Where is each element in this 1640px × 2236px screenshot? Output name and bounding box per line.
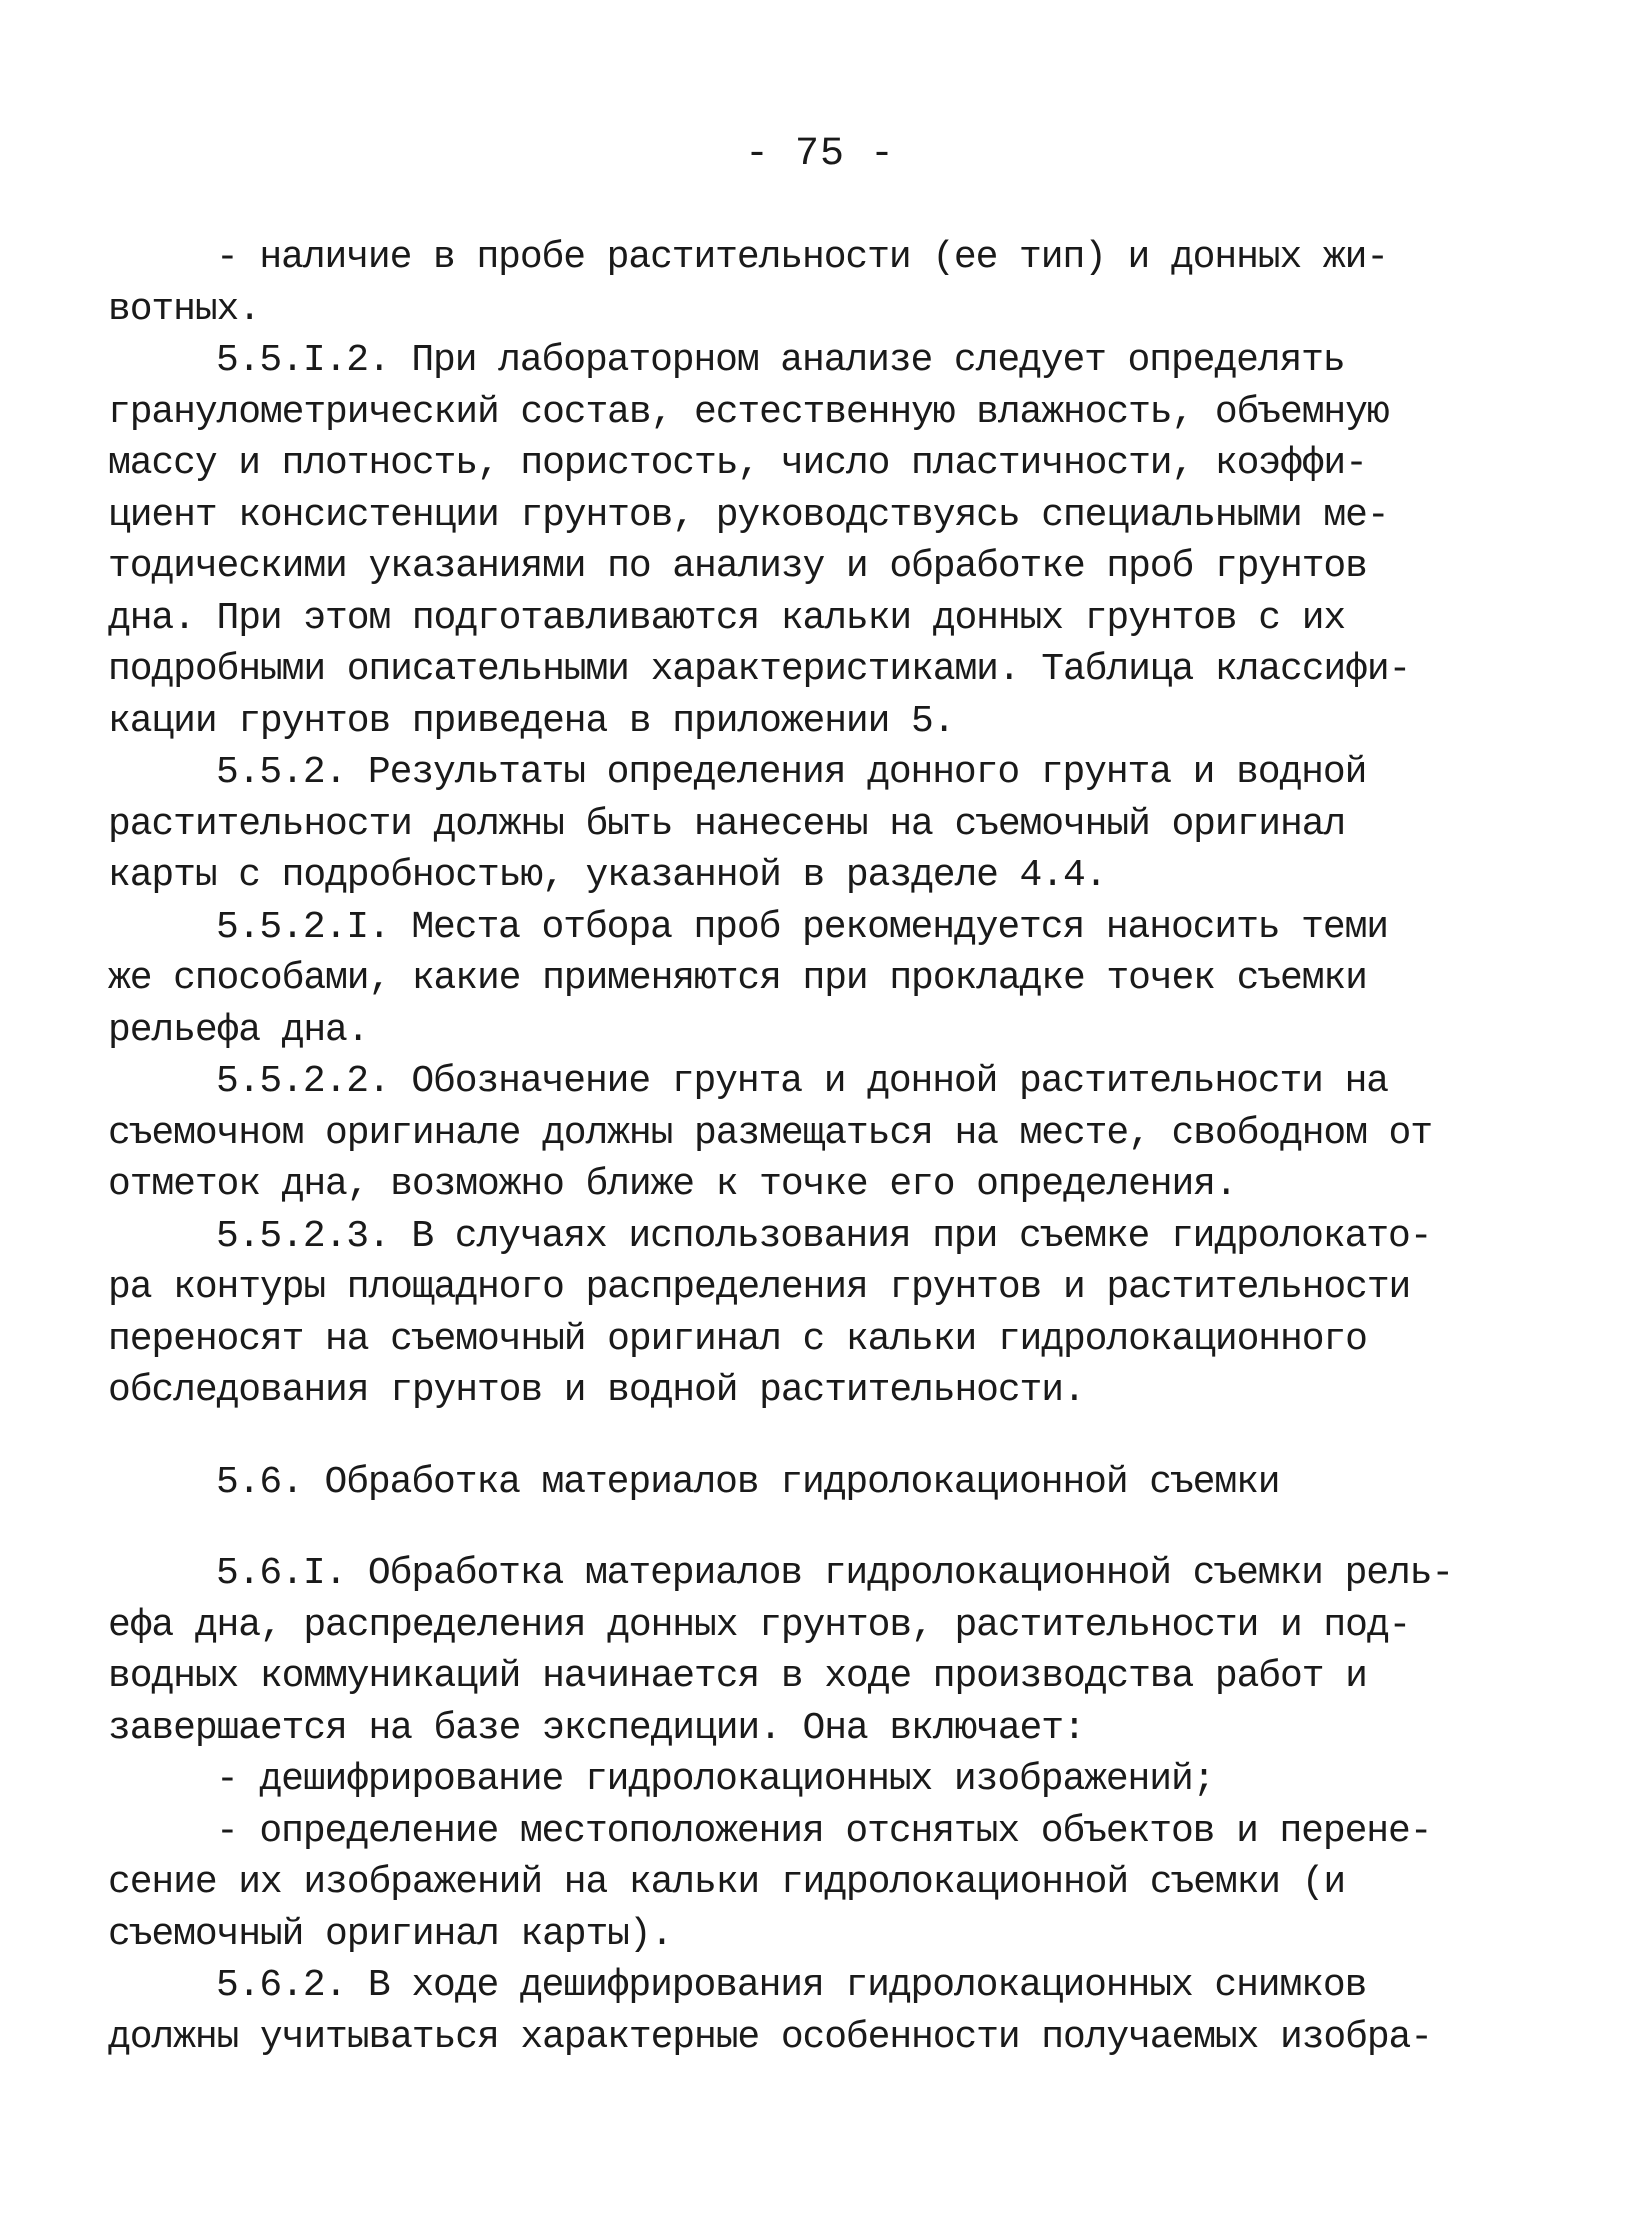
paragraph-5-5-2-3: 5.5.2.3. В случаях использования при съемке гидролокато- [216,1214,1432,1258]
text-line: подробными описательными характеристиками. Таблица классифи- [108,648,1411,691]
paragraph-5-6-1: 5.6.I. Обработка материалов гидролокационной съемки рель- [216,1552,1454,1595]
text-line: циент консистенции грунтов, руководствуясь специальными ме- [108,493,1389,537]
text-line: завершается на базе экспедиции. Она включает: [108,1706,1085,1750]
text-line: кации грунтов приведена в приложении 5. [108,699,955,743]
text-line: рельефа дна. [108,1008,369,1052]
text-line: переносят на съемочный оригинал с кальки гидролокационного [108,1317,1367,1361]
paragraph-5-6-2: 5.6.2. В ходе дешифрирования гидролокационных снимков [216,1964,1367,2007]
paragraph-5-5-2-2: 5.5.2.2. Обозначение грунта и донной растительности на [216,1060,1389,1103]
paragraph-5-5-2-1: 5.5.2.I. Места отбора проб рекомендуется наносить теми [216,905,1389,949]
list-item: - определение местоположения отснятых объектов и перене- [216,1809,1432,1853]
text-line: вотных. [108,287,260,331]
section-heading: 5.6. Обработка материалов гидролокационной съемки [216,1460,1280,1504]
text-line: гранулометрический состав, естественную влажность, объемную [108,390,1389,434]
text-line: дна. При этом подготавливаются кальки донных грунтов с их [108,596,1346,640]
text-line: - наличие в пробе растительности (ее тип) и донных жи- [216,236,1389,279]
text-line: должны учитываться характерные особенности получаемых изобра- [108,2015,1432,2059]
text-line: обследования грунтов и водной растительности. [108,1369,1085,1412]
list-item: - дешифрирование гидролокационных изображений; [216,1758,1215,1801]
text-line: же способами, какие применяются при прокладке точек съемки [108,957,1367,1000]
body-text [108,232,1454,2063]
text-line: ефа дна, распределения донных грунтов, растительности и под- [108,1603,1411,1647]
page-number: - 75 - [744,132,896,177]
text-line: массу и плотность, пористость, число пластичности, коэффи- [108,442,1367,485]
text-line: сение их изображений на кальки гидролокационной съемки (и [108,1861,1346,1904]
text-line: отметок дна, возможно ближе к точке его определения. [108,1163,1237,1206]
text-line: съемочный оригинал карты). [108,1912,673,1956]
paragraph-5-5-2: 5.5.2. Результаты определения донного грунта и водной [216,751,1367,794]
text-line: ра контуры площадного распределения грунтов и растительности [108,1266,1411,1309]
text-line: водных коммуникаций начинается в ходе производства работ и [108,1655,1367,1698]
text-line: тодическими указаниями по анализу и обработке проб грунтов [108,545,1367,588]
text-line: растительности должны быть нанесены на съемочный оригинал [108,802,1346,846]
text-line: съемочном оригинале должны размещаться на месте, свободном от [108,1111,1432,1155]
text-line: карты с подробностью, указанной в разделе 4.4. [108,854,1107,897]
paragraph-5-5-1-2: 5.5.I.2. При лабораторном анализе следует определять [216,339,1345,382]
